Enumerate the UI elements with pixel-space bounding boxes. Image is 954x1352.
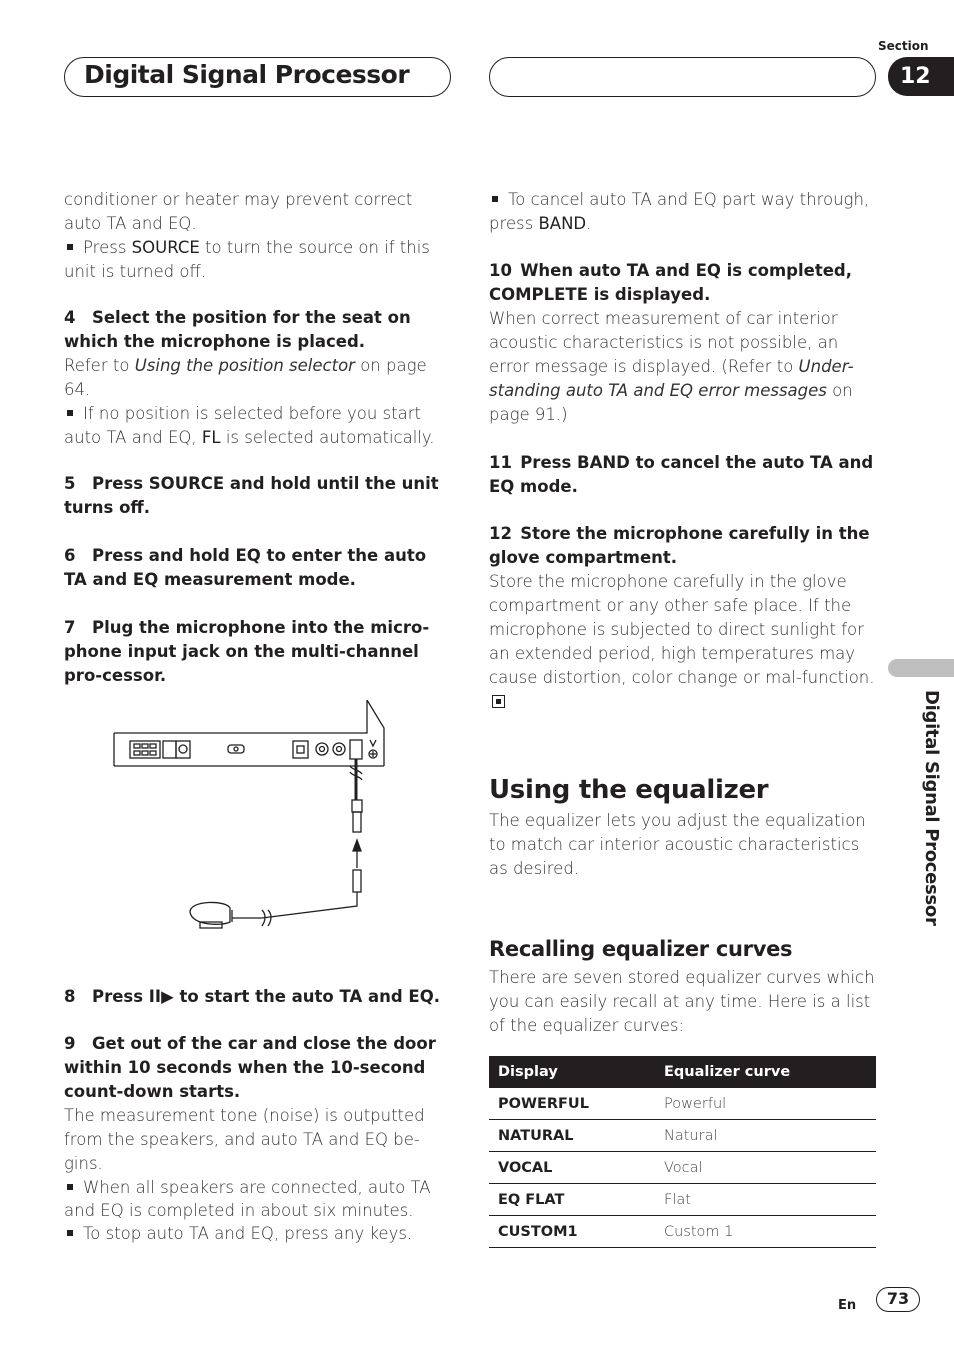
cancel-bullet xyxy=(489,188,876,236)
bullet-text: If no position is selected before you start auto TA and EQ, xyxy=(64,404,421,447)
bullet-mark-icon xyxy=(67,410,73,416)
right-column xyxy=(489,188,876,714)
step-9-title: 9 Get out of the car and close the door within 10 seconds when the 10-second count-down starts. xyxy=(64,1034,436,1101)
step-12-text xyxy=(489,570,876,714)
microphone-connection-illustration xyxy=(112,700,392,940)
intro-text: conditioner or heater may prevent correct auto TA and EQ. xyxy=(64,190,413,233)
curve-cell: Vocal xyxy=(655,1152,876,1184)
step-5-title: 5 Press SOURCE and hold until the unit turns off. xyxy=(64,474,439,517)
bullet-mark-icon xyxy=(492,196,498,202)
bullet-text: is selected automatically. xyxy=(220,428,435,447)
bullet-text: When all speakers are connected, auto TA and EQ is completed in about six minutes. xyxy=(64,1178,431,1220)
side-tab-marker xyxy=(888,659,954,677)
step-9-text: The measurement tone (noise) is outputted from the speakers, and auto TA and EQ be-gins. xyxy=(64,1106,425,1173)
step-11-title: 11 Press BAND to cancel the auto TA and EQ mode. xyxy=(489,453,874,496)
section-label: Section xyxy=(878,39,929,53)
step-12-text-body: Store the microphone carefully in the glove compartment or any other safe place. If the microphone is subjected to direct sunlight for an extended period, high temperatures may cause distortion, color change or mal-function. xyxy=(489,572,875,687)
left-column xyxy=(64,188,454,688)
step-12-title: 12 Store the microphone carefully in the glove compartment. xyxy=(489,524,870,567)
step-6-title: 6 Press and hold EQ to enter the auto TA and EQ measurement mode. xyxy=(64,546,427,589)
step-10-text xyxy=(489,307,876,427)
end-mark-icon xyxy=(492,695,505,708)
page-title: Digital Signal Processor xyxy=(84,60,410,89)
bullet-mark-icon xyxy=(67,244,73,250)
step-8-post: to start the auto TA and EQ. xyxy=(173,987,440,1006)
equalizer-curve-table xyxy=(489,1056,876,1248)
left-column-lower xyxy=(64,985,454,1246)
bullet-mark-icon xyxy=(67,1184,73,1190)
bullet-text: Press xyxy=(83,238,132,257)
display-cell: NATURAL xyxy=(489,1120,655,1152)
bullet-text: To cancel auto TA and EQ part way through, press xyxy=(489,190,870,233)
column-header-display: Display xyxy=(489,1056,655,1088)
curve-cell: Flat xyxy=(655,1184,876,1216)
ref-italic: Using the position selector xyxy=(134,356,355,375)
step-10-text-italic: Under-standing auto TA and EQ error messages xyxy=(489,357,854,400)
bullet-bold: SOURCE xyxy=(131,238,200,257)
step-8-title xyxy=(64,985,454,1009)
equalizer-section xyxy=(489,775,876,881)
bullet-bold: FL xyxy=(201,428,221,447)
bullet-mark-icon xyxy=(67,1230,73,1236)
recall-text: There are seven stored equalizer curves which you can easily recall at any time. Here is a list of the equalizer curves: xyxy=(489,968,875,1035)
ref-text: on page 64. xyxy=(64,356,427,399)
section-number-badge: 12 xyxy=(888,57,954,96)
ref-text: Refer to xyxy=(64,356,135,375)
step-9-bullet-2 xyxy=(64,1222,454,1246)
page-number: 73 xyxy=(876,1287,920,1312)
equalizer-text: The equalizer lets you adjust the equalization to match car interior acoustic characteristics as desired. xyxy=(489,811,866,878)
step-10-text-pre: When correct measurement of car interior acoustic characteristics is not possible, an error message is displayed. (Refer to xyxy=(489,309,839,376)
curve-cell: Powerful xyxy=(655,1088,876,1120)
bullet-text: To stop auto TA and EQ, press any keys. xyxy=(83,1224,413,1243)
column-header-curve: Equalizer curve xyxy=(655,1056,876,1088)
table-header-row xyxy=(489,1056,876,1088)
display-cell: CUSTOM1 xyxy=(489,1216,655,1248)
table-row xyxy=(489,1216,876,1248)
table-row xyxy=(489,1120,876,1152)
step-7-title: 7 Plug the microphone into the micro-phone input jack on the multi-channel pro-cessor. xyxy=(64,618,430,685)
step-4-bullet xyxy=(64,402,454,450)
header-blank-frame xyxy=(489,57,876,97)
step-10-title: 10 When auto TA and EQ is completed, COMPLETE is displayed. xyxy=(489,261,852,304)
step-10-text-post: on page 91.) xyxy=(489,381,853,424)
bullet-text: . xyxy=(586,214,592,233)
step-4-title: 4 Select the position for the seat on which the microphone is placed. xyxy=(64,308,411,351)
footer-language: En xyxy=(838,1298,857,1313)
side-tab-label: Digital Signal Processor xyxy=(921,690,942,926)
table-row xyxy=(489,1184,876,1216)
table-row xyxy=(489,1088,876,1120)
curve-cell: Custom 1 xyxy=(655,1216,876,1248)
bullet-bold: BAND xyxy=(538,214,587,233)
table-row xyxy=(489,1152,876,1184)
display-cell: VOCAL xyxy=(489,1152,655,1184)
play-pause-icon: II▶ xyxy=(148,987,174,1006)
curve-cell: Natural xyxy=(655,1120,876,1152)
display-cell: POWERFUL xyxy=(489,1088,655,1120)
recall-section xyxy=(489,937,876,1038)
recall-heading: Recalling equalizer curves xyxy=(489,937,793,961)
intro-bullet xyxy=(64,236,454,284)
display-cell: EQ FLAT xyxy=(489,1184,655,1216)
step-9-bullet-1 xyxy=(64,1176,454,1222)
bullet-text: to turn the source on if this unit is turned off. xyxy=(64,238,430,281)
step-4-reference xyxy=(64,354,454,402)
equalizer-heading: Using the equalizer xyxy=(489,775,769,805)
step-8-pre: 8 Press xyxy=(64,987,149,1006)
